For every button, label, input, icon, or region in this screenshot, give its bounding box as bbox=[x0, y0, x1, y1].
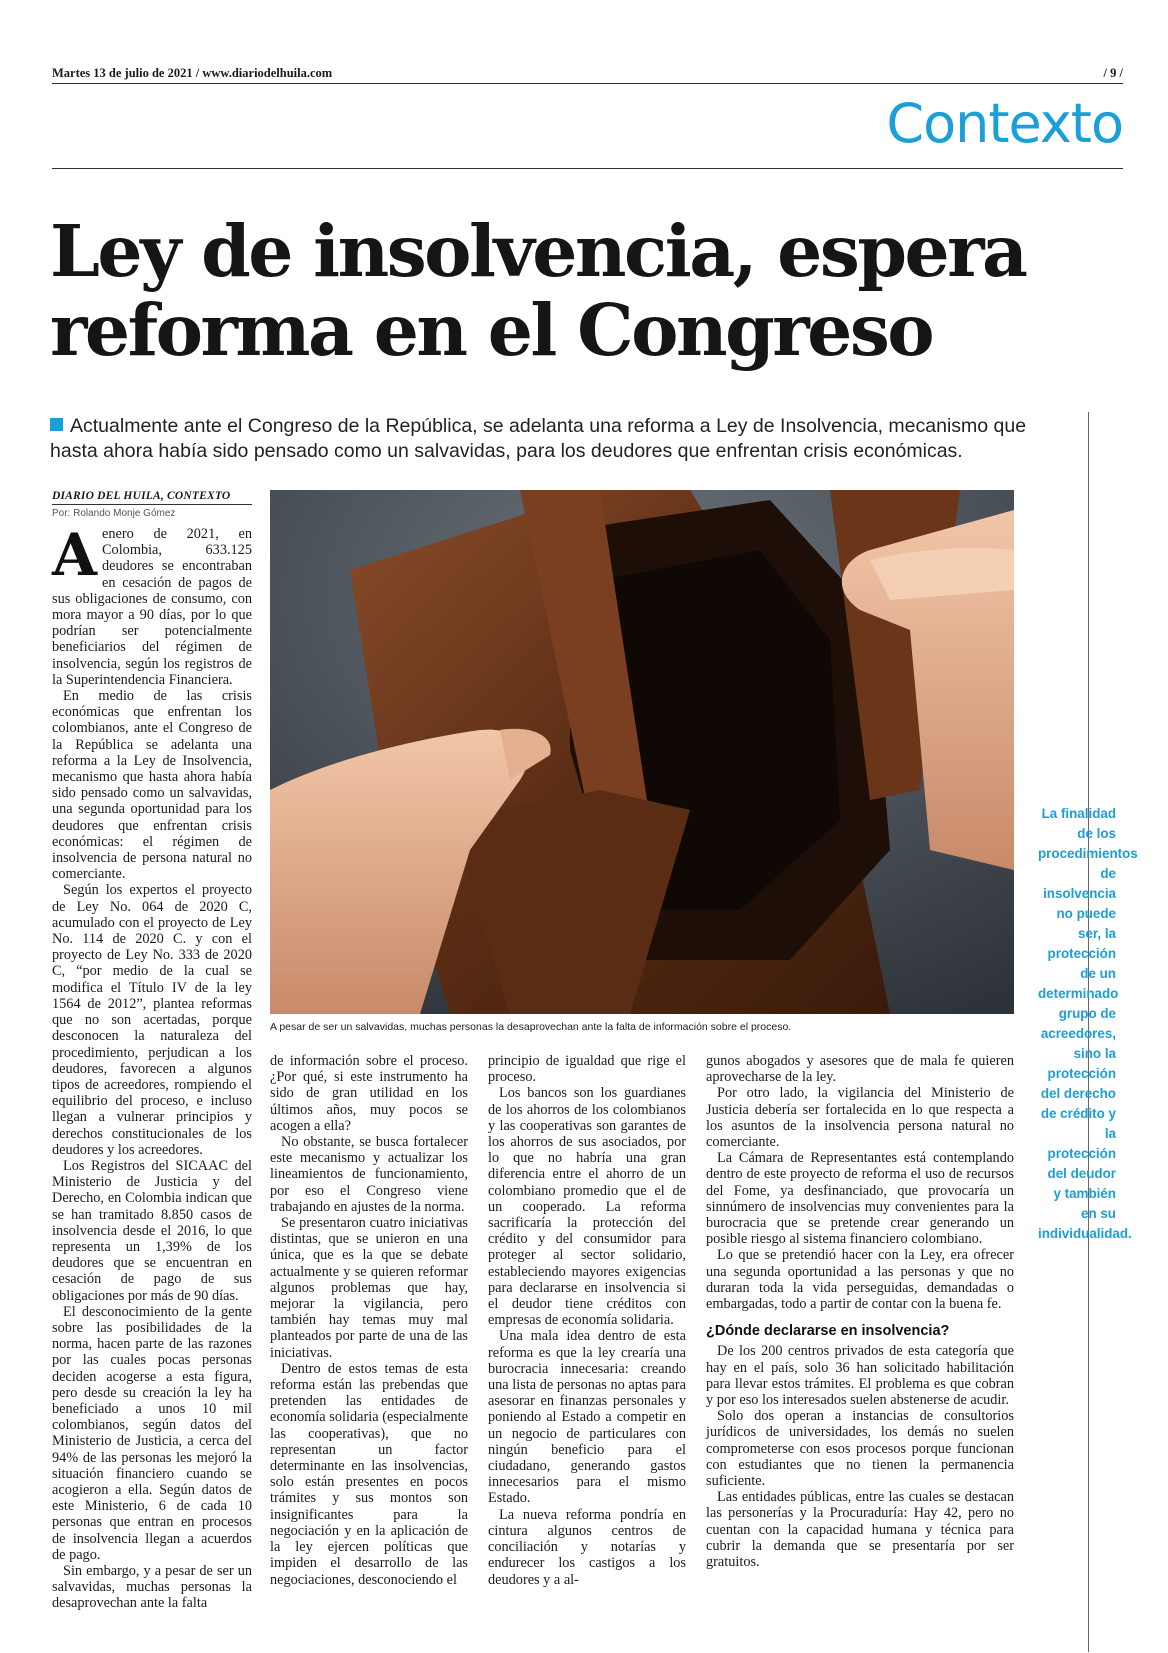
date-site-line: Martes 13 de julio de 2021 / www.diariodelhuila.com bbox=[52, 66, 333, 80]
article-paragraph: Las entidades públicas, entre las cuales se destacan las personerías y la Procuraduría: Hay 42, pero no cuentan con la capacidad humana y técnica para cubrir la demanda que se presentaría por ser gratuitos. bbox=[706, 1489, 1014, 1571]
byline-agency: DIARIO DEL HUILA, CONTEXTO bbox=[52, 490, 231, 502]
article-paragraph: La nueva reforma pondría en cintura algunos centros de conciliación y notarías y endurecer los castigos a los deudores y a al- bbox=[488, 1506, 686, 1588]
page-header bbox=[52, 62, 1123, 84]
article-paragraph: Según los expertos el proyecto de Ley No. 064 de 2020 C, acumulado con el proyecto de Ley No. 114 de 2020 C. y con el proyecto de Ley No. 333 de 2020 C, “por medio de la cual se modifica el Título IV de la ley 1564 de 2012”, plantea reformas que no son acertadas, porque desconocen la naturaleza del procedimiento, perjudican a los deudores, favorecen a algunos tipos de acreedores, rompiendo el equilibrio del proceso, e incluso llegan a vulnerar principios y derechos constitucionales de los deudores y los acreedores. bbox=[52, 882, 252, 1158]
headline: Ley de insolvencia, espera reforma en el Congreso bbox=[50, 209, 1026, 372]
lead-paragraph bbox=[50, 414, 1050, 464]
page-number: / 9 / bbox=[1103, 66, 1123, 80]
article-paragraph: Una mala idea dentro de esta reforma es que la ley crearía una burocracia innecesaria: creando una lista de personas no aptas para asesorar en finanzas personales y poniendo al Estado a competir en un negocio de particulares con ningún beneficio para el ciudadano, generando gastos innecesarios para el mismo Estado. bbox=[488, 1328, 686, 1507]
article-paragraph: Dentro de estos temas de esta reforma están las prebendas que pretenden las entidades de economía solidaria (especialmente las cooperativas), que no representan un factor determinante en las insolvencias, solo están presentes en pocos trámites y sus montos son insignificantes para la negociación y en la aplicación de la ley ejercen políticas que impiden el desarrollo de las negociaciones, desconociendo el bbox=[270, 1360, 468, 1588]
article-paragraph: Sin embargo, y a pesar de ser un salvavidas, muchas personas la desaprovechan ante la falta bbox=[52, 1563, 252, 1612]
lead-square-icon bbox=[50, 418, 63, 431]
article-paragraph: de información sobre el proceso. ¿Por qué, si este instrumento ha sido de gran utilidad en los últimos años, muy pocos se acogen a ella? bbox=[270, 1053, 468, 1134]
article-paragraph: Los bancos son los guardianes de los ahorros de los colombianos y las cooperativas son garantes de los ahorros de sus asociados, por lo que no habría una gran diferencia entre el ahorro de un colombiano promedio que el de un cooperado. La reforma sacrificaría la protección del crédito y del consumidor para proteger al sector solidario, estableciendo mayores exigencias para declararse en insolvencia si el deudor tiene créditos con empresas de economía solidaria. bbox=[488, 1085, 686, 1329]
article-column-2 bbox=[270, 1053, 468, 1588]
article-column-1 bbox=[52, 521, 252, 1612]
article-photo bbox=[270, 490, 1014, 1014]
article-paragraph: Por otro lado, la vigilancia del Ministerio de Justicia debería ser fortalecida en lo que respecta a los asuntos de la insolvencia persona natural no comerciante. bbox=[706, 1085, 1014, 1151]
article-paragraph: principio de igualdad que rige el proceso. bbox=[488, 1053, 686, 1086]
section-title: Contexto bbox=[886, 92, 1123, 155]
article-paragraph: Solo dos operan a instancias de consultorios jurídicos de universidades, los demás no suelen comprometerse con esos procesos porque funcionan con estudiantes que no tienen la permanencia suficiente. bbox=[706, 1408, 1014, 1490]
article-paragraph: Lo que se pretendió hacer con la Ley, era ofrecer una segunda oportunidad a las personas y que no duraran toda la vida perseguidas, demandadas o embargadas, todo a partir de contar con la buena fe. bbox=[706, 1247, 1014, 1313]
lead-text: Actualmente ante el Congreso de la República, se adelanta una reforma a Ley de Insolvencia, mecanismo que hasta ahora había sido pensado como un salvavidas, para los deudores que enfrentan crisis económicas. bbox=[50, 415, 1027, 462]
article-paragraph: La Cámara de Representantes está contemplando dentro de este proyecto de reforma el uso de recursos del Fome, ya desfinanciado, que provocaría un sinnúmero de insolvencias muy convenientes para la burocracia que se pretende crear generando un posible riesgo al sistema financiero colombiano. bbox=[706, 1150, 1014, 1248]
article-paragraph: De los 200 centros privados de esta categoría que hay en el país, solo 36 han solicitado habilitación para llevar estos trámites. El problema es que cobran y por eso los interesados suelen abstenerse de acudir. bbox=[706, 1343, 1014, 1409]
article-paragraph: gunos abogados y asesores que de mala fe quieren aprovecharse de la ley. bbox=[706, 1053, 1014, 1086]
pull-quote: La finalidad de los procedimientos de insolvencia no puede ser, la protección de un determinado grupo de acreedores, sino la protección del derecho de crédito y la protección del deudor y también en su individualidad. bbox=[1038, 806, 1138, 1241]
byline bbox=[52, 490, 252, 519]
article-paragraph: El desconocimiento de la gente sobre las posibilidades de la norma, hacen parte de las razones por las cuales pocas personas deciden acogerse a esta figura, pero desde su creación la ley ha beneficiado a unos 10 mil colombianos, según datos del Ministerio de Justicia, a cerca del 94% de las personas les mejoró la situación financiero cuando se acogieron a ella. Según datos de este Ministerio, 6 de cada 10 personas que entran en procesos de insolvencia llegan a acuerdos de pago. bbox=[52, 1303, 252, 1563]
article-column-3 bbox=[488, 1053, 686, 1588]
section-rule bbox=[52, 168, 1123, 169]
article-paragraph: Se presentaron cuatro iniciativas distintas, que se unieron en una única, que es la que se debate actualmente y se quieren reformar algunos problemas que hay, mejorar la vigilancia, pero también hay temas muy mal planteados por parte de una de las iniciativas. bbox=[270, 1215, 468, 1361]
byline-rule bbox=[52, 504, 252, 505]
drop-cap: A bbox=[52, 521, 98, 589]
article-paragraph: No obstante, se busca fortalecer este mecanismo y actualizar los lineamientos de funcionamiento, por eso el Congreso viene trabajando en ajustes de la norma. bbox=[270, 1134, 468, 1215]
header-rule bbox=[52, 83, 1123, 84]
article-paragraph: Los Registros del SICAAC del Ministerio de Justicia y del Derecho, en Colombia indican que se han tramitado 8.850 casos de insolvencia desde el 2016, lo que representa un 1,39% de los deudores que se encuentran en cesación de pago de sus obligaciones por más de 90 días. bbox=[52, 1157, 252, 1304]
article-paragraph: Aenero de 2021, en Colombia, 633.125 deudores se encontraban en cesación de pagos de sus obligaciones de consumo, con mora mayor a 90 días, por lo que podrían ser potencialmente beneficiarios del régimen de insolvencia, según los registros de la Superintendencia Financiera. bbox=[52, 521, 252, 688]
wallet-icon bbox=[270, 490, 1014, 1014]
article-column-4 bbox=[706, 1053, 1014, 1570]
article-subhead: ¿Dónde declararse en insolvencia? bbox=[706, 1323, 950, 1340]
byline-author: Por: Rolando Monje Gómez bbox=[52, 508, 176, 519]
article-paragraph: En medio de las crisis económicas que enfrentan los colombianos, ante el Congreso de la República se adelanta una reforma a la Ley de Insolvencia, mecanismo que hasta ahora había sido pensado como un salvavidas, una segunda oportunidad para los deudores que enfrentan crisis económicas: el régimen de insolvencia de persona natural no comerciante. bbox=[52, 688, 252, 883]
photo-caption: A pesar de ser un salvavidas, muchas personas la desaprovechan ante la falta de información sobre el proceso. bbox=[270, 1021, 792, 1033]
